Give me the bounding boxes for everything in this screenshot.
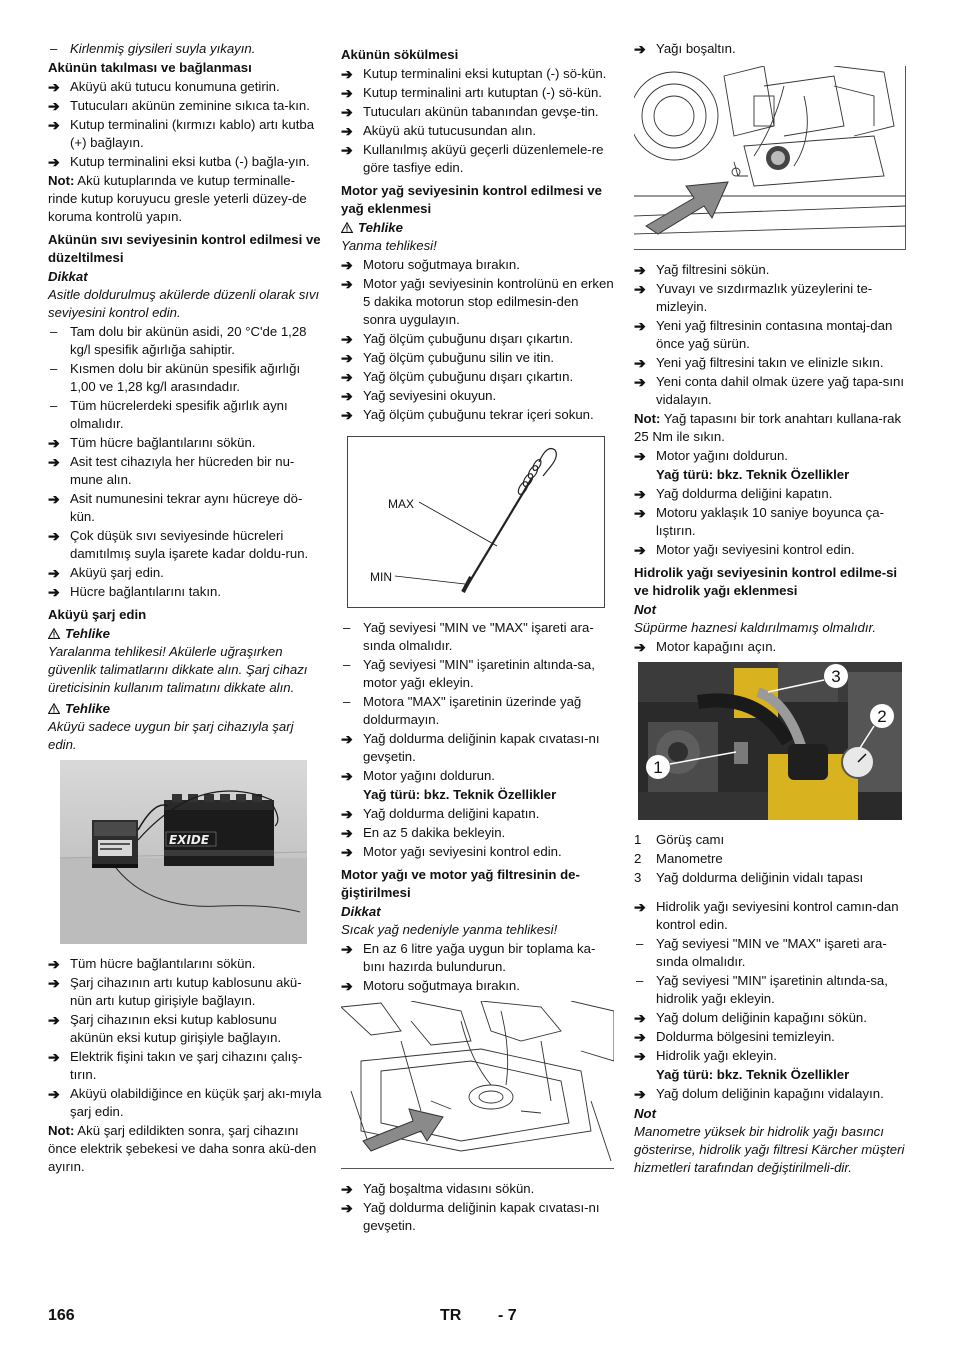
warning-triangle-icon [341,222,353,233]
danger-label: Tehlike [65,626,110,641]
list-item [48,116,322,152]
danger-text: Yanma tehlikesi! [341,238,437,253]
list-text: Kutup terminalini eksi kutuptan (-) sö-kün. [363,66,607,81]
arrow-right-icon: ➔ [634,281,646,297]
min-label: MIN [370,570,392,584]
list-text: Yağ dolum deliğinin kapağını vidalayın. [656,1086,884,1101]
list-item [48,323,322,359]
warning-triangle-icon [48,628,60,639]
list-item [634,504,908,540]
oil-type: Yağ türü: bkz. Teknik Özellikler [656,1067,850,1082]
list-text: Yeni conta dahil olmak üzere yağ tapa-sını vidalayın. [656,374,905,407]
danger-label: Tehlike [358,220,403,235]
arrow-right-icon: ➔ [48,98,60,114]
list-text: Yağ filtresini sökün. [656,262,770,277]
arrow-right-icon: ➔ [634,505,646,521]
dash-bullet: – [636,973,644,988]
legend-number: 2 [634,851,642,866]
hydraulic-image [638,662,902,820]
arrow-right-icon: ➔ [48,1012,60,1028]
list-item [341,843,615,861]
list-text: Doldurma bölgesini temizleyin. [656,1029,835,1044]
list-item [341,1199,615,1235]
arrow-right-icon: ➔ [341,941,353,957]
arrow-right-icon: ➔ [634,1029,646,1045]
arrow-right-icon: ➔ [48,584,60,600]
list-item [634,1028,908,1046]
arrow-right-icon: ➔ [634,486,646,502]
list-text: Tüm hücre bağlantılarını sökün. [70,956,256,971]
list-item [341,824,615,842]
arrow-right-icon: ➔ [48,975,60,991]
list-item [634,972,908,1008]
list-text: Hidrolik yağı ekleyin. [656,1048,777,1063]
oil-filter-photo [634,66,908,255]
list-text: Kutup terminalini artı kutuptan (-) sö-kün. [363,85,602,100]
list-item [48,974,322,1010]
list-text: Asit numunesini tekrar aynı hücreye dö-kün. [70,491,303,524]
list-item [634,40,908,58]
charge-steps [48,955,322,1121]
list-text: Yağ seviyesini okuyun. [363,388,497,403]
list-item [341,141,615,177]
oil-fill-steps-2 [341,805,615,861]
arrow-right-icon: ➔ [634,318,646,334]
list-text: Kutup terminalini eksi kutba (-) bağla-yın. [70,154,310,169]
list-item [341,103,615,121]
list-item [341,387,615,405]
column-right [634,40,908,1178]
list-item [341,656,615,692]
arrow-right-icon: ➔ [634,262,646,278]
oil-type: Yağ türü: bkz. Teknik Özellikler [363,787,557,802]
list-text: Aküyü olabildiğince en küçük şarj akı-mıyla şarj edin. [70,1086,322,1119]
arrow-right-icon: ➔ [341,825,353,841]
list-item [48,97,322,115]
page-number: 166 [48,1307,75,1324]
drain-steps [341,1180,615,1235]
list-text: Şarj cihazının artı kutup kablosunu akü-nün artı kutup girişiyle bağlayın. [70,975,302,1008]
column-middle [341,40,615,1236]
list-text: Aküyü akü tutucusundan alın. [363,123,537,138]
list-text: Yağ ölçüm çubuğunu dışarı çıkartın. [363,331,574,346]
list-item [48,583,322,601]
arrow-right-icon: ➔ [48,435,60,451]
arrow-right-icon: ➔ [341,806,353,822]
oil-steps [341,256,615,424]
legend-list [634,831,908,887]
list-item [634,935,908,971]
list-item [634,485,908,503]
list-text: Yağ seviyesi "MIN" işaretinin altında-sa, motor yağı ekleyin. [363,657,595,690]
dash-bullet: – [50,398,58,413]
list-item [634,354,908,372]
section-number: - 7 [498,1307,517,1324]
list-item: – Kirlenmiş giysileri suyla yıkayın. [50,41,256,56]
arrow-right-icon: ➔ [48,154,60,170]
arrow-right-icon: ➔ [341,1200,353,1216]
note-label: Not: [48,173,75,188]
dash-bullet: – [50,324,58,339]
arrow-right-icon: ➔ [48,117,60,133]
dash-bullet: – [636,936,644,951]
danger-heading [48,700,322,718]
list-item [341,84,615,102]
arrow-right-icon: ➔ [48,1086,60,1102]
dipstick-image [347,436,605,608]
oil-type: Yağ türü: bkz. Teknik Özellikler [656,467,850,482]
note-label: Not: [48,1123,75,1138]
list-text: Tutucuları akünün tabanından gevşe-tin. [363,104,599,119]
list-text: Kutup terminalini (kırmızı kablo) artı kutba (+) bağlayın. [70,117,315,150]
arrow-right-icon: ➔ [48,454,60,470]
note-text: Akü kutuplarında ve kutup terminalle-rinde kutup koruyucu gresle yeterli düzey-de koruma kontrolü yapın. [48,173,307,224]
list-text: Motoru yaklaşık 10 saniye boyunca ça-lıştırın. [656,505,884,538]
list-text: Yağ doldurma deliğini kapatın. [656,486,833,501]
svg-text:1: 1 [653,758,663,777]
list-text: Motor yağı seviyesini kontrol edin. [363,844,562,859]
list-item [48,153,322,171]
arrow-right-icon: ➔ [48,956,60,972]
arrow-right-icon: ➔ [634,542,646,558]
arrow-right-icon: ➔ [341,407,353,423]
section-heading-charge: Aküyü şarj edin [48,607,147,622]
list-item [634,373,908,409]
arrow-right-icon: ➔ [341,844,353,860]
dash-bullet: – [343,657,351,672]
list-text: Motoru soğutmaya bırakın. [363,257,520,272]
change-steps [341,940,615,995]
list-text: Yuvayı ve sızdırmazlık yüzeylerini te-mizleyin. [656,281,873,314]
list-item [48,434,322,452]
section-heading-battery-remove: Akünün sökülmesi [341,47,459,62]
arrow-right-icon: ➔ [48,491,60,507]
list-text: Yağ ölçüm çubuğunu dışarı çıkartın. [363,369,574,384]
list-item [634,1009,908,1027]
arrow-right-icon: ➔ [341,66,353,82]
list-item [341,65,615,83]
list-item [634,898,908,934]
arrow-right-icon: ➔ [341,104,353,120]
section-heading-oil-level: Motor yağ seviyesinin kontrol edilmesi ve yağ eklenmesi [341,183,602,216]
list-text: Asit test cihazıyla her hücreden bir nu-mune alın. [70,454,295,487]
svg-text:3: 3 [831,667,841,686]
caution-text: Sıcak yağ nedeniyle yanma tehlikesi! [341,922,558,937]
arrow-right-icon: ➔ [634,639,646,655]
dash-bullet: – [50,361,58,376]
list-item [48,564,322,582]
legend-item [634,869,908,887]
oil-dashes [341,619,615,729]
list-text: Aküyü şarj edin. [70,565,164,580]
arrow-right-icon: ➔ [634,1086,646,1102]
danger-heading [48,625,322,643]
arrow-right-icon: ➔ [341,331,353,347]
list-text: Hücre bağlantılarını takın. [70,584,222,599]
note-text: Akü şarj edildikten sonra, şarj cihazını önce elektrik şebekesi ve daha sonra akü-den ayırın. [48,1123,317,1174]
arrow-right-icon: ➔ [634,1010,646,1026]
remove-steps [341,65,615,177]
list-text: Yağı boşaltın. [656,41,736,56]
list-item [341,122,615,140]
battery-charger-image [60,760,307,944]
list-text: Motora "MAX" işaretinin üzerinde yağ doldurmayın. [363,694,582,727]
oil-fill-steps [341,730,615,785]
arrow-right-icon: ➔ [48,528,60,544]
list-item [634,261,908,279]
oil-filter-image [634,66,906,250]
list-text: Görüş camı [656,832,725,847]
list-item [634,280,908,316]
list-text: Yağ dolum deliğinin kapağını sökün. [656,1010,867,1025]
not-label: Not [634,602,656,617]
list-text: Kısmen dolu bir akünün spesifik ağırlığı 1,00 ve 1,28 kg/l arasındadır. [70,361,301,394]
arrow-right-icon: ➔ [634,1048,646,1064]
arrow-right-icon: ➔ [341,768,353,784]
list-item [48,397,322,433]
caution-text: Asitle doldurulmuş akülerde düzenli olarak sıvı seviyesini kontrol edin. [48,287,320,320]
note [48,1122,322,1176]
hydraulic-steps [634,1009,908,1065]
list-item [48,78,322,96]
battery-charger-photo [60,760,322,949]
list-item [634,638,908,656]
section-heading-battery-fluid: Akünün sıvı seviyesinin kontrol edilmesi ve düzeltilmesi [48,232,321,265]
list-item [341,1180,615,1198]
list-text: Elektrik fişini takın ve şarj cihazını çalış-tırın. [70,1049,303,1082]
section-heading-hydraulic: Hidrolik yağı seviyesinin kontrol edilme-si ve hidrolik yağı eklenmesi [634,565,898,598]
list-item [341,977,615,995]
list-text: Yağ ölçüm çubuğunu tekrar içeri sokun. [363,407,594,422]
list-text: Yağ boşaltma vidasını sökün. [363,1181,535,1196]
fluid-dashes [48,323,322,433]
language-code: TR [440,1307,462,1324]
list-item [48,453,322,489]
list-item [341,256,615,274]
list-text: Yağ seviyesi "MIN" işaretinin altında-sa, hidrolik yağı ekleyin. [656,973,888,1006]
danger-label: Tehlike [65,701,110,716]
list-item [341,330,615,348]
list-text: Tam dolu bir akünün asidi, 20 °C'de 1,28 kg/l spesifik ağırlığa sahiptir. [70,324,307,357]
arrow-right-icon: ➔ [48,79,60,95]
dipstick-diagram [347,436,615,613]
list-text: Motoru soğutmaya bırakın. [363,978,520,993]
list-text: Motor yağı seviyesini kontrol edin. [656,542,855,557]
arrow-right-icon: ➔ [341,142,353,158]
arrow-right-icon: ➔ [634,448,646,464]
arrow-right-icon: ➔ [634,374,646,390]
list-text: Tüm hücre bağlantılarını sökün. [70,435,256,450]
danger-text: Aküyü sadece uygun bir şarj cihazıyla şarj edin. [48,719,294,752]
list-text: Manometre [656,851,723,866]
list-text: Hidrolik yağı seviyesini kontrol camın-dan kontrol edin. [656,899,899,932]
note-text: Yağ tapasını bir tork anahtarı kullana-rak 25 Nm ile sıkın. [634,411,902,444]
list-text: Yeni yağ filtresinin contasına montaj-dan önce yağ sürün. [656,318,893,351]
section-heading-oil-change: Motor yağı ve motor yağ filtresinin de-ğiştirilmesi [341,867,580,900]
arrow-right-icon: ➔ [341,369,353,385]
list-text: Yağ doldurma deliğinin kapak cıvatası-nı gevşetin. [363,731,600,764]
arrow-right-icon: ➔ [634,899,646,915]
column-left [48,40,322,1177]
list-item [634,1085,908,1103]
list-text: Yağ ölçüm çubuğunu silin ve itin. [363,350,555,365]
list-text: Tüm hücrelerdeki spesifik ağırlık aynı olmalıdır. [70,398,288,431]
arrow-right-icon: ➔ [341,731,353,747]
list-item [48,1011,322,1047]
arrow-right-icon: ➔ [341,85,353,101]
note [48,172,322,226]
arrow-right-icon: ➔ [634,41,646,57]
note-label: Not: [634,411,661,426]
list-text: Motor yağını doldurun. [363,768,495,783]
danger-heading [341,219,615,237]
list-text: Motor yağı seviyesinin kontrolünü en erken 5 dakika motorun stop edilmesin-den sonra uygulayın. [363,276,614,327]
list-text: En az 5 dakika bekleyin. [363,825,506,840]
list-item [634,541,908,559]
arrow-right-icon: ➔ [341,276,353,292]
caution-label: Dikkat [48,269,88,284]
hydraulic-photo [638,662,908,825]
arrow-right-icon: ➔ [634,355,646,371]
list-item [341,693,615,729]
page-footer [0,1307,954,1331]
list-item [48,360,322,396]
dash-bullet: – [343,694,351,709]
list-text: Motor yağını doldurun. [656,448,788,463]
list-text: Yağ seviyesi "MIN ve "MAX" işareti ara-sında olmalıdır. [363,620,594,653]
list-item [48,527,322,563]
caution-label: Dikkat [341,904,381,919]
mount-steps [48,78,322,171]
list-item [48,490,322,526]
arrow-right-icon: ➔ [341,257,353,273]
section-heading-battery-mount: Akünün takılması ve bağlanması [48,60,252,75]
list-text: Tutucuları akünün zeminine sıkıca ta-kın. [70,98,310,113]
list-item [341,406,615,424]
arrow-right-icon: ➔ [48,1049,60,1065]
arrow-right-icon: ➔ [341,1181,353,1197]
legend-number: 3 [634,870,642,885]
refill-steps-2 [634,485,908,559]
list-text: Kirlenmiş giysileri suyla yıkayın. [70,41,256,56]
list-item [48,955,322,973]
list-text: Çok düşük sıvı seviyesinde hücreleri damıtılmış suyla işarete kadar doldu-run. [70,528,309,561]
list-text: Yağ doldurma deliğinin kapak cıvatası-nı gevşetin. [363,1200,600,1233]
list-text: Motor kapağını açın. [656,639,777,654]
arrow-right-icon: ➔ [48,565,60,581]
list-text: Yeni yağ filtresini takın ve elinizle sıkın. [656,355,884,370]
fluid-steps [48,434,322,601]
final-note-text: Manometre yüksek bir hidrolik yağı basıncı gösterirse, hidrolik yağı filtresi Kärcher müşteri hizmetleri tarafından değiştirilmeli-dir. [634,1124,905,1175]
danger-text: Yaralanma tehlikesi! Akülerle uğraşırken güvenlik talimatlarını dikkate alın. Şarj cihazı üreticisinin kullanım talimatını dikkate alın. [48,644,308,695]
list-item [341,619,615,655]
list-item [341,767,615,785]
arrow-right-icon: ➔ [341,350,353,366]
list-item [341,805,615,823]
engine-drain-photo [341,1001,615,1174]
dash-bullet: – [343,620,351,635]
hydraulic-dashes [634,935,908,1008]
warning-triangle-icon [48,703,60,714]
not-label: Not [634,1106,656,1121]
list-item [634,317,908,353]
list-text: En az 6 litre yağa uygun bir toplama ka-bını hazırda bulundurun. [363,941,596,974]
list-item [48,1085,322,1121]
list-item [341,940,615,976]
list-text: Kullanılmış aküyü geçerli düzenlemele-re göre tasfiye edin. [363,142,604,175]
list-item [341,368,615,386]
max-label: MAX [388,497,415,511]
list-text: Aküyü akü tutucu konumuna getirin. [70,79,280,94]
svg-text:2: 2 [877,707,887,726]
filter-steps [634,261,908,409]
legend-item [634,850,908,868]
list-text: Yağ seviyesi "MIN ve "MAX" işareti ara-sında olmalıdır. [656,936,887,969]
list-text: Yağ doldurma deliğinin vidalı tapası [656,870,864,885]
list-item [48,1048,322,1084]
arrow-right-icon: ➔ [341,123,353,139]
list-item [341,275,615,329]
list-text: Şarj cihazının eksi kutup kablosunu akünün eksi kutup girişiyle bağlayın. [70,1012,282,1045]
battery-brand-label: EXIDE [169,833,210,847]
legend-number: 1 [634,832,642,847]
engine-drain-image [341,1001,614,1169]
list-item [341,730,615,766]
list-item [634,1047,908,1065]
list-item [634,447,908,465]
legend-item [634,831,908,849]
hopper-text: Süpürme haznesi kaldırılmamış olmalıdır. [634,620,877,635]
arrow-right-icon: ➔ [341,388,353,404]
list-item [341,349,615,367]
arrow-right-icon: ➔ [341,978,353,994]
note [634,410,908,446]
list-text: Yağ doldurma deliğini kapatın. [363,806,540,821]
